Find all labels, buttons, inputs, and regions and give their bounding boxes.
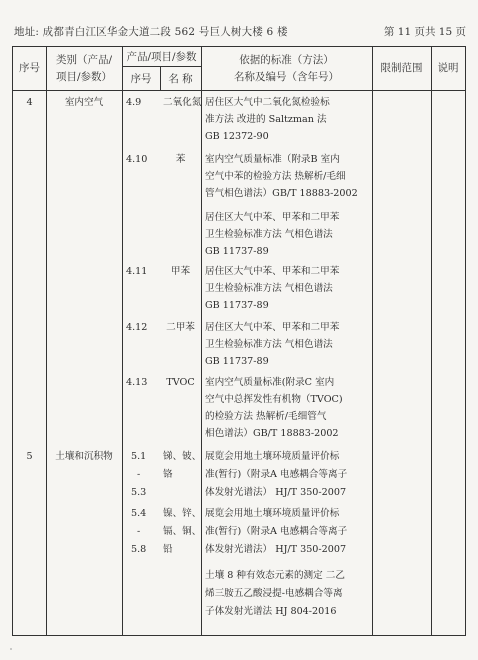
standard-line: 体发射光谱法） HJ/T 350-2007 <box>205 544 347 555</box>
param-no: 4.9 <box>126 97 142 108</box>
col-header-param-name: 名 称 <box>168 73 193 85</box>
grid-line <box>13 90 465 91</box>
param-name: 二甲苯 <box>166 322 195 333</box>
standard-line: 的检验方法 热解析/毛细管气 <box>205 411 327 422</box>
param-name: 镉、铜、 <box>163 526 202 537</box>
col-header-category: 类别（产品/ <box>55 54 113 66</box>
param-name: 苯 <box>175 154 186 165</box>
col-header-note: 说明 <box>437 62 459 74</box>
standard-line: 居住区大气中苯、甲苯和二甲苯 <box>205 212 340 223</box>
standard-line: 空气中苯的检验方法 热解析/毛细 <box>205 171 346 182</box>
standard-line: GB 11737-89 <box>205 356 269 367</box>
page-header <box>14 24 466 40</box>
grid-line <box>372 47 373 635</box>
param-no: 5.8 <box>131 544 147 555</box>
param-name: 锑、铍、 <box>163 451 202 462</box>
standard-line: 准(暂行)（附录A 电感耦合等离子 <box>205 469 348 480</box>
col-header-standard-2: 名称及编号（含年号） <box>234 71 339 83</box>
param-name: 甲苯 <box>170 266 191 277</box>
grid-line <box>201 47 202 635</box>
standard-line: 土壤 8 种有效态元素的测定 二乙 <box>205 570 345 581</box>
lab-address: 地址: 成都青白江区华金大道二段 562 号巨人树大楼 6 楼 <box>14 26 288 38</box>
param-no: 5.3 <box>131 487 147 498</box>
param-no-dash: - <box>137 469 141 480</box>
col-header-standard: 依据的标准（方法） <box>239 54 334 66</box>
param-name: 铬 <box>163 469 173 480</box>
param-no: 4.11 <box>126 266 148 277</box>
row-seq: 5 <box>26 451 33 462</box>
grid-line <box>46 47 47 635</box>
standard-line: 居住区大气中二氧化氮检验标 <box>205 97 330 108</box>
standard-line: 子体发射光谱法 HJ 804-2016 <box>205 606 337 617</box>
col-header-param-group: 产品/项目/参数 <box>126 51 197 63</box>
col-header-param-no: 序号 <box>130 73 152 85</box>
grid-line <box>122 47 123 635</box>
grid-line <box>431 47 432 635</box>
standard-line: 居住区大气中苯、甲苯和二甲苯 <box>205 322 340 333</box>
param-name: TVOC <box>166 377 195 388</box>
param-no: 4.10 <box>126 154 148 165</box>
standard-line: 卫生检验标准方法 气相色谱法 <box>205 229 333 240</box>
standard-line: 展览会用地土壤环境质量评价标 <box>205 508 340 519</box>
standard-line: 卫生检验标准方法 气相色谱法 <box>205 339 333 350</box>
standard-line: 体发射光谱法） HJ/T 350-2007 <box>205 487 347 498</box>
param-no-dash: - <box>137 526 141 537</box>
param-name: 镍、锌、 <box>163 508 202 519</box>
param-no: 4.12 <box>126 322 148 333</box>
param-no: 5.4 <box>131 508 147 519</box>
standard-line: 相色谱法）GB/T 18883-2002 <box>205 428 339 439</box>
param-no: 5.1 <box>131 451 147 462</box>
standard-line: 空气中总挥发性有机物（TVOC) <box>205 394 343 405</box>
scan-speck <box>10 648 12 650</box>
param-no: 4.13 <box>126 377 148 388</box>
standard-line: 室内空气质量标准(附录C 室内 <box>205 377 335 388</box>
page-number: 第 11 页共 15 页 <box>383 26 466 38</box>
col-header-category-2: 项目/参数） <box>55 71 113 83</box>
standard-line: 管气相色谱法）GB/T 18883-2002 <box>205 188 358 199</box>
col-header-seq: 序号 <box>19 62 40 74</box>
row-category: 室内空气 <box>64 97 104 108</box>
row-seq: 4 <box>26 97 33 108</box>
standard-line: 室内空气质量标准（附录B 室内 <box>205 154 340 165</box>
param-name: 二氧化氮 <box>163 97 202 108</box>
scope-table <box>12 46 466 636</box>
standard-line: 烯三胺五乙酸浸提-电感耦合等离 <box>205 588 343 599</box>
col-header-limit: 限制范围 <box>380 62 423 74</box>
standard-line: GB 12372-90 <box>205 131 269 142</box>
standard-line: GB 11737-89 <box>205 246 269 257</box>
standard-line: 准(暂行)（附录A 电感耦合等离子 <box>205 526 348 537</box>
param-name: 铅 <box>163 544 173 555</box>
row-category: 土壤和沉积物 <box>55 451 113 462</box>
standard-line: 居住区大气中苯、甲苯和二甲苯 <box>205 266 340 277</box>
grid-line <box>122 66 201 67</box>
standard-line: 卫生检验标准方法 气相色谱法 <box>205 283 333 294</box>
standard-line: 准方法 改进的 Saltzman 法 <box>205 114 327 125</box>
standard-line: 展览会用地土壤环境质量评价标 <box>205 451 340 462</box>
standard-line: GB 11737-89 <box>205 300 269 311</box>
